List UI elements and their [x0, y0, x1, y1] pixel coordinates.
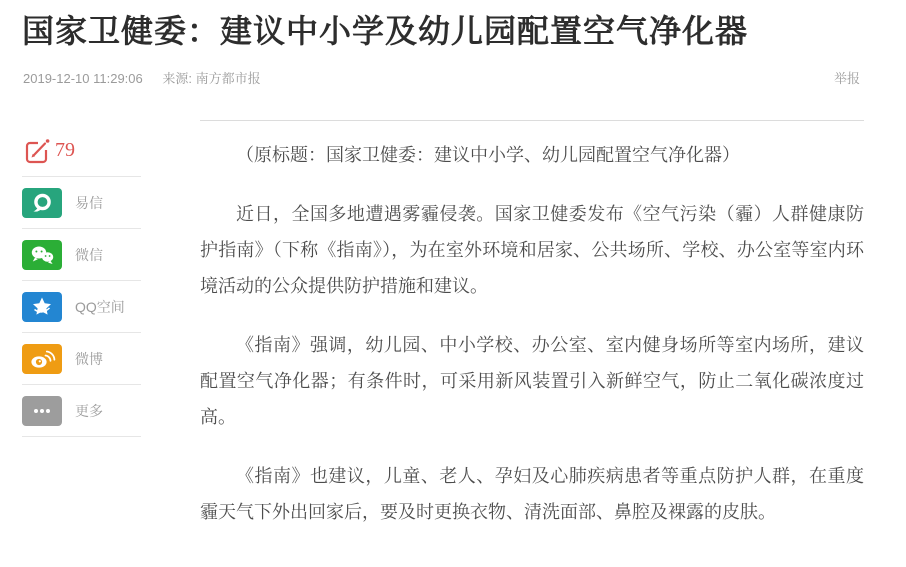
comment-count-button[interactable]: [22, 136, 141, 177]
share-item-weibo[interactable]: [22, 333, 141, 385]
comment-count: 79: [55, 139, 75, 161]
share-item-label: 微博: [75, 350, 103, 367]
qzone-icon: [22, 292, 62, 322]
share-item-qzone[interactable]: [22, 281, 141, 333]
article-body: [200, 120, 864, 553]
share-item-label: 易信: [75, 194, 103, 211]
publish-time: 2019-12-10 11:29:06: [23, 71, 143, 86]
weibo-icon: [22, 344, 62, 374]
paragraph-original-title: （原标题：国家卫健委：建议中小学、幼儿园配置空气净化器）: [236, 145, 740, 165]
paragraph: 《指南》也建议，儿童、老人、孕妇及心肺疾病患者等重点防护人群，在重度霾天气下外出回家后，要及时更换衣物、清洗面部、鼻腔及裸露的皮肤。: [200, 466, 864, 522]
paragraph: 《指南》强调，幼儿园、中小学校、办公室、室内健身场所等室内场所，建议配置空气净化器；有条件时，可采用新风装置引入新鲜空气，防止二氧化碳浓度过高。: [200, 335, 864, 427]
more-icon: [22, 396, 62, 426]
share-item-label: QQ空间: [75, 298, 125, 315]
article-title: 国家卫健委：建议中小学及幼儿园配置空气净化器: [22, 13, 749, 49]
share-item-yixin[interactable]: [22, 177, 141, 229]
share-item-wechat[interactable]: [22, 229, 141, 281]
article-meta: [23, 68, 261, 87]
yixin-icon: [22, 188, 62, 218]
paragraph: 近日，全国多地遭遇雾霾侵袭。国家卫健委发布《空气污染（霾）人群健康防护指南》（下称《指南》），为在室外环境和居家、公共场所、学校、办公室等室内环境活动的公众提供防护措施和建议。: [200, 204, 864, 296]
wechat-icon: [22, 240, 62, 270]
report-link[interactable]: 举报: [833, 71, 860, 86]
share-sidebar: [22, 136, 141, 437]
article-source: 来源: 南方都市报: [162, 71, 261, 86]
share-item-more[interactable]: [22, 385, 141, 437]
share-item-label: 微信: [75, 246, 103, 263]
comment-edit-icon: [22, 137, 50, 170]
share-item-label: 更多: [75, 402, 103, 419]
